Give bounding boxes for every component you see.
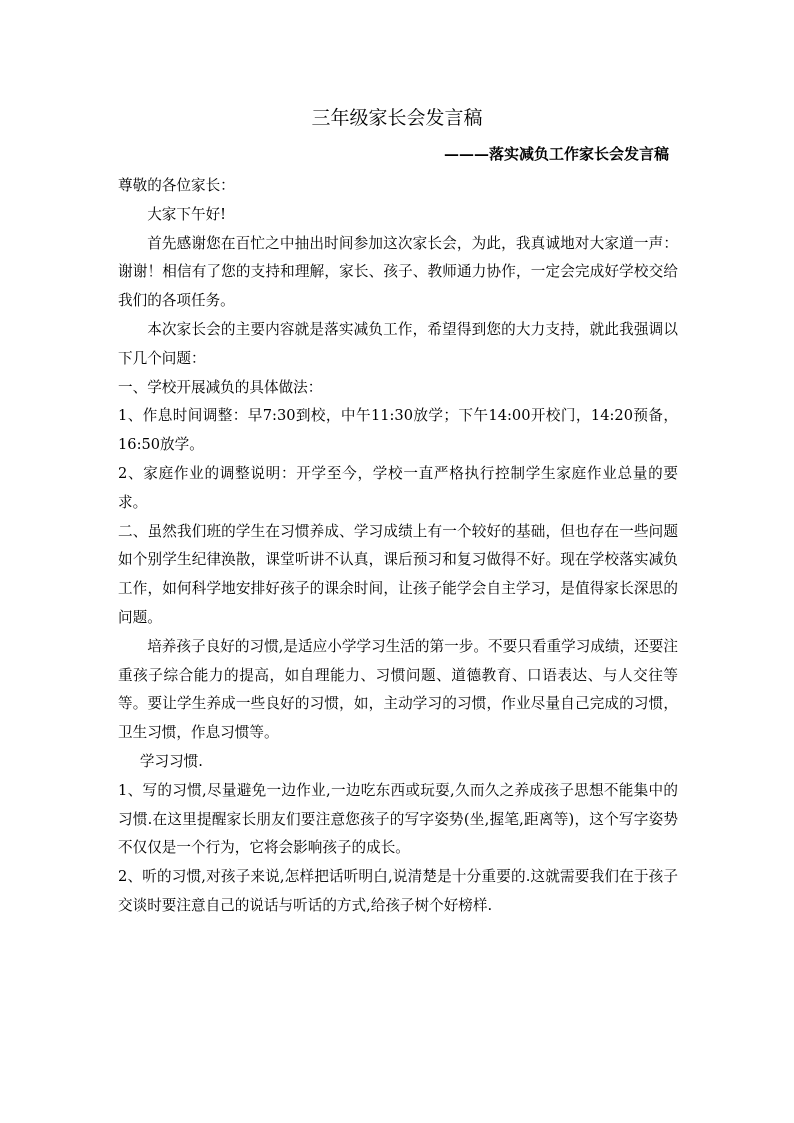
section-heading-1: 一、学校开展减负的具体做法： (118, 378, 323, 396)
list-item-schedule: 1、作息时间调整：早7:30到校，中午11:30放学；下午14:00开校门，14:20预备，16:50放学。 (118, 407, 678, 454)
salutation: 尊敬的各位家长： (118, 177, 235, 194)
list-item-writing-habit: 1、写的习惯,尽量避免一边作业,一边吃东西或玩耍,久而久之养成孩子思想不能集中的习惯.在这里提醒家长朋友们要注意您孩子的写字姿势(坐,握笔,距离等)，这个写字姿势不仅仅是一个行为，它将会影响孩子的成长。 (118, 781, 678, 857)
list-item-listening-habit: 2、听的习惯,对孩子来说,怎样把话听明白,说清楚是十分重要的.这就需要我们在于孩子交谈时要注意自己的说话与听话的方式,给孩子树个好榜样. (118, 868, 678, 914)
paragraph-habits: 培养孩子良好的习惯,是适应小学学习生活的第一步。不要只看重学习成绩，还要注重孩子综合能力的提高，如自理能力、习惯问题、道德教育、口语表达、与人交往等等。要让学生养成一些良好的习惯，如，主动学习的习惯，作业尽量自己完成的习惯，卫生习惯，作息习惯等。 (118, 637, 678, 742)
document-subtitle: ———落实减负工作家长会发言稿 (443, 145, 669, 163)
document-body (118, 172, 678, 921)
greeting: 大家下午好! (147, 205, 227, 223)
paragraph-thanks: 首先感谢您在百忙之中抽出时间参加这次家长会，为此，我真诚地对大家道一声：谢谢！相信有了您的支持和理解，家长、孩子、教师通力协作，一定会完成好学校交给我们的各项任务。 (118, 234, 678, 310)
paragraph-intro: 本次家长会的主要内容就是落实减负工作，希望得到您的大力支持，就此我强调以下几个问题： (118, 320, 678, 367)
list-item-homework: 2、家庭作业的调整说明：开学至今，学校一直严格执行控制学生家庭作业总量的要求。 (118, 464, 678, 511)
section-heading-2: 二、虽然我们班的学生在习惯养成、学习成绩上有一个较好的基础，但也存在一些问题 如个别学生纪律涣散，课堂听讲不认真，课后预习和复习做得不好。现在学校落实减负工作，如何科学地安排好孩子的课余时间，让孩子能学会自主学习，是值得家长深思的问题。 (118, 522, 678, 626)
subheading-study-habits: 学习习惯. (139, 752, 203, 770)
document-title: 三年级家长会发言稿 (311, 107, 483, 129)
